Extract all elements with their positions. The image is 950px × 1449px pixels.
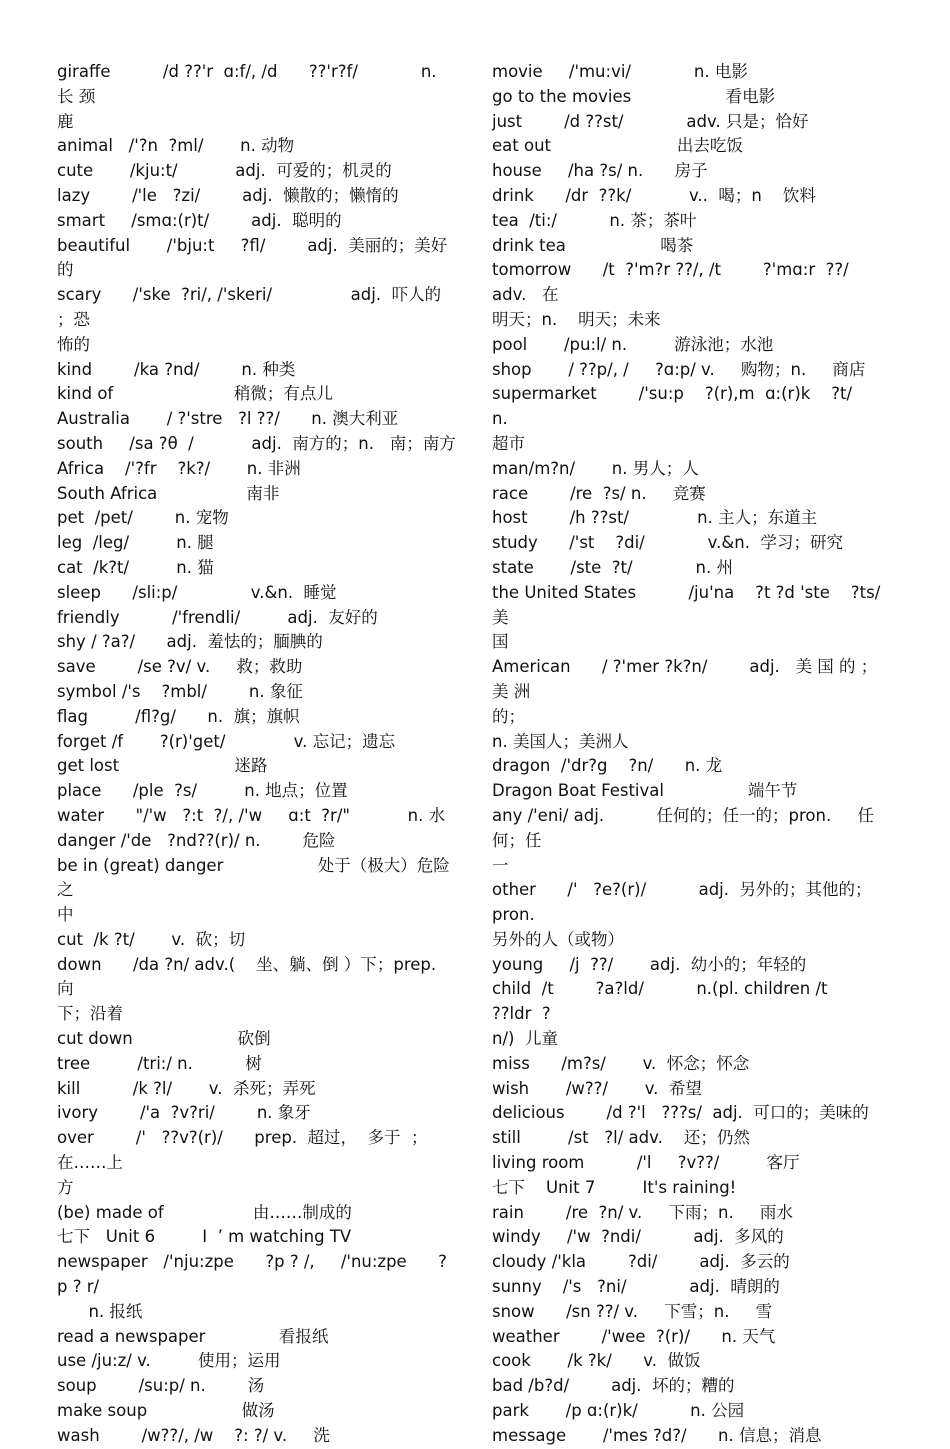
vocab-line: just /d ??st/ adv. 只是；恰好 bbox=[492, 111, 809, 131]
vocab-line: 怖的 bbox=[57, 334, 90, 354]
vocab-line: be in (great) danger 处于（极大）危险之 bbox=[57, 855, 450, 900]
vocab-line: child /t ?a?ld/ n.(pl. children /t ??ldr ? bbox=[492, 979, 901, 1024]
vocab-line: n. 报纸 bbox=[57, 1301, 143, 1321]
vocab-line: wish /w??/ v. 希望 bbox=[492, 1078, 702, 1098]
vocab-line: 一 bbox=[492, 855, 509, 875]
vocab-line: 另外的人（或物） bbox=[492, 929, 624, 949]
vocab-line: sleep /sli:p/ v.&n. 睡觉 bbox=[57, 582, 337, 602]
vocab-line: south /sa ?θ / adj. 南方的；n. 南；南方 bbox=[57, 433, 456, 453]
vocab-line: save /se ?v/ v. 救；救助 bbox=[57, 657, 303, 677]
vocab-line: weather /'wee ?(r)/ n. 天气 bbox=[492, 1326, 776, 1346]
vocab-line: get lost 迷路 bbox=[57, 756, 268, 776]
vocab-line: cut down 砍倒 bbox=[57, 1029, 271, 1049]
vocab-line: 超市 bbox=[492, 433, 525, 453]
vocab-line: place /ple ?s/ n. 地点；位置 bbox=[57, 781, 348, 801]
vocab-line: symbol /'s ?mbl/ n. 象征 bbox=[57, 681, 303, 701]
vocab-line: pet /pet/ n. 宠物 bbox=[57, 508, 229, 528]
vocab-line: tomorrow /t ?'m?r ??/, /t ?'mɑ:r ??/ adv. 在 bbox=[492, 260, 875, 305]
vocab-line: bad /b?d/ adj. 坏的；糟的 bbox=[492, 1376, 735, 1396]
vocab-line: other /' ?e?(r)/ adj. 另外的；其他的；pron. bbox=[492, 880, 872, 925]
vocab-line: tea /ti:/ n. 茶；茶叶 bbox=[492, 210, 697, 230]
vocab-line: 七下 Unit 6 I ’ m watching TV bbox=[57, 1227, 352, 1247]
vocab-line: friendly /'frendli/ adj. 友好的 bbox=[57, 607, 378, 627]
vocab-line: drink tea 喝茶 bbox=[492, 235, 694, 255]
vocab-line: pool /pu:l/ n. 游泳池；水池 bbox=[492, 334, 774, 354]
vocab-line: drink /dr ??k/ v.. 喝；n 饮料 bbox=[492, 185, 816, 205]
vocab-line: down /da ?n/ adv.( 坐、躺、倒 ）下；prep. 向 bbox=[57, 954, 458, 999]
vocab-line: beautiful /'bju:t ?fl/ adj. 美丽的；美好的 bbox=[57, 235, 448, 280]
vocab-line: 下；沿着 bbox=[57, 1004, 123, 1024]
vocab-line: cat /k?t/ n. 猫 bbox=[57, 557, 214, 577]
vocab-line: smart /smɑ:(r)t/ adj. 聪明的 bbox=[57, 210, 342, 230]
vocab-line: flag /fl?g/ n. 旗；旗帜 bbox=[57, 706, 300, 726]
right-column bbox=[492, 60, 917, 1449]
vocab-line: young /j ??/ adj. 幼小的；年轻的 bbox=[492, 954, 807, 974]
vocab-line: giraffe /d ??'r ɑ:f/, /d ??'r?f/ n. 长 颈 bbox=[57, 62, 448, 106]
vocab-line: movie /'mu:vi/ n. 电影 bbox=[492, 62, 748, 81]
vocab-line: living room /'l ?v??/ 客厅 bbox=[492, 1153, 800, 1173]
vocab-line: danger /'de ?nd??(r)/ n. 危险 bbox=[57, 830, 336, 850]
vocab-line: n/) 儿童 bbox=[492, 1029, 558, 1049]
vocab-line: still /st ?l/ adv. 还；仍然 bbox=[492, 1128, 750, 1148]
vocab-line: windy /'w ?ndi/ adj. 多风的 bbox=[492, 1227, 784, 1247]
vocab-line: use /ju:z/ v. 使用；运用 bbox=[57, 1351, 281, 1371]
vocab-line: over /' ??v?(r)/ prep. 超过， 多于 ；在……上 bbox=[57, 1128, 428, 1173]
vocab-line: 方 bbox=[57, 1177, 74, 1197]
vocab-line: South Africa 南非 bbox=[57, 483, 280, 503]
vocab-line: state /ste ?t/ n. 州 bbox=[492, 557, 733, 577]
vocab-line: scary /'ske ?ri/, /'skeri/ adj. 吓人的 ；恐 bbox=[57, 285, 447, 329]
vocab-line: newspaper /'nju:zpe ?p ? /, /'nu:zpe ?p ? r/ bbox=[57, 1252, 447, 1297]
vocab-line: wash /w??/, /w ?: ?/ v. 洗 bbox=[57, 1425, 330, 1445]
vocab-line: lazy /'le ?zi/ adj. 懒散的；懒惰的 bbox=[57, 185, 399, 205]
vocab-line: rain /re ?n/ v. 下雨；n. 雨水 bbox=[492, 1202, 793, 1222]
vocab-line: kill /k ?l/ v. 杀死；弄死 bbox=[57, 1078, 316, 1098]
vocab-line: eat out 出去吃饭 bbox=[492, 136, 743, 156]
left-column bbox=[57, 60, 457, 1449]
vocab-line: park /p ɑ:(r)k/ n. 公园 bbox=[492, 1401, 745, 1421]
vocab-line: go to the movies 看电影 bbox=[492, 86, 776, 106]
vocab-line: race /re ?s/ n. 竞赛 bbox=[492, 483, 706, 503]
vocab-line: cook /k ?k/ v. 做饭 bbox=[492, 1351, 701, 1371]
vocab-line: forget /f ?(r)'get/ v. 忘记；遗忘 bbox=[57, 731, 396, 751]
vocab-line: house /ha ?s/ n. 房子 bbox=[492, 161, 708, 181]
vocab-line: the United States /ju'na ?t ?d 'ste ?ts/ 美 bbox=[492, 582, 917, 627]
vocab-line: American / ?'mer ?k?n/ adj. 美 国 的 ；美 洲 bbox=[492, 657, 878, 701]
vocab-line: 明天；n. 明天；未来 bbox=[492, 309, 661, 329]
vocab-line: read a newspaper 看报纸 bbox=[57, 1326, 329, 1346]
vocab-line: 鹿 bbox=[57, 111, 74, 131]
vocab-line: shy / ?a?/ adj. 羞怯的；腼腆的 bbox=[57, 632, 323, 652]
vocab-line: animal /'?n ?ml/ n. 动物 bbox=[57, 136, 295, 156]
vocab-line: leg /leg/ n. 腿 bbox=[57, 533, 214, 553]
vocab-line: cute /kju:t/ adj. 可爱的；机灵的 bbox=[57, 161, 392, 181]
vocab-line: snow /sn ??/ v. 下雪；n. 雪 bbox=[492, 1301, 773, 1321]
vocab-line: (be) made of 由……制成的 bbox=[57, 1202, 352, 1222]
vocab-line: delicious /d ?'l ???s/ adj. 可口的；美味的 bbox=[492, 1103, 869, 1123]
vocab-line: kind of 稍微；有点儿 bbox=[57, 384, 333, 404]
vocab-line: water "/'w ?:t ?/, /'w ɑ:t ?r/" n. 水 bbox=[57, 805, 446, 825]
vocab-line: make soup 做汤 bbox=[57, 1401, 275, 1421]
vocab-line: 中 bbox=[57, 905, 74, 925]
vocab-line: Australia / ?'stre ?l ??/ n. 澳大利亚 bbox=[57, 409, 399, 429]
vocab-line: soup /su:p/ n. 汤 bbox=[57, 1376, 265, 1396]
vocab-line: 七下 Unit 7 It's raining! bbox=[492, 1177, 737, 1197]
vocab-line: cut /k ?t/ v. 砍；切 bbox=[57, 929, 246, 949]
vocab-line: ivory /'a ?v?ri/ n. 象牙 bbox=[57, 1103, 311, 1123]
vocab-line: message /'mes ?d?/ n. 信息；消息 bbox=[492, 1425, 822, 1445]
vocab-line: kind /ka ?nd/ n. 种类 bbox=[57, 359, 296, 379]
vocab-line: study /'st ?di/ v.&n. 学习；研究 bbox=[492, 533, 843, 553]
vocab-line: cloudy /'kla ?di/ adj. 多云的 bbox=[492, 1252, 790, 1272]
vocab-line: host /h ??st/ n. 主人；东道主 bbox=[492, 508, 818, 528]
vocab-line: sunny /'s ?ni/ adj. 晴朗的 bbox=[492, 1277, 780, 1297]
vocab-line: 的； bbox=[492, 706, 525, 726]
vocab-line: supermarket /'su:p ?(r),m ɑ:(r)k ?t/ n. bbox=[492, 384, 910, 429]
vocab-line: 国 bbox=[492, 632, 509, 652]
vocab-line: dragon /'dr?g ?n/ n. 龙 bbox=[492, 756, 723, 776]
vocab-line: tree /tri:/ n. 树 bbox=[57, 1053, 262, 1073]
vocab-line: n. 美国人；美洲人 bbox=[492, 731, 629, 751]
vocab-line: shop / ??p/, / ?ɑ:p/ v. 购物；n. 商店 bbox=[492, 359, 866, 379]
vocab-line: any /'eni/ adj. 任何的；任一的；pron. 任何；任 bbox=[492, 805, 874, 850]
vocab-line: man/m?n/ n. 男人；人 bbox=[492, 458, 699, 478]
vocab-line: miss /m?s/ v. 怀念；怀念 bbox=[492, 1053, 750, 1073]
vocab-line: Africa /'?fr ?k?/ n. 非洲 bbox=[57, 458, 301, 478]
vocab-line: Dragon Boat Festival 端午节 bbox=[492, 781, 798, 801]
